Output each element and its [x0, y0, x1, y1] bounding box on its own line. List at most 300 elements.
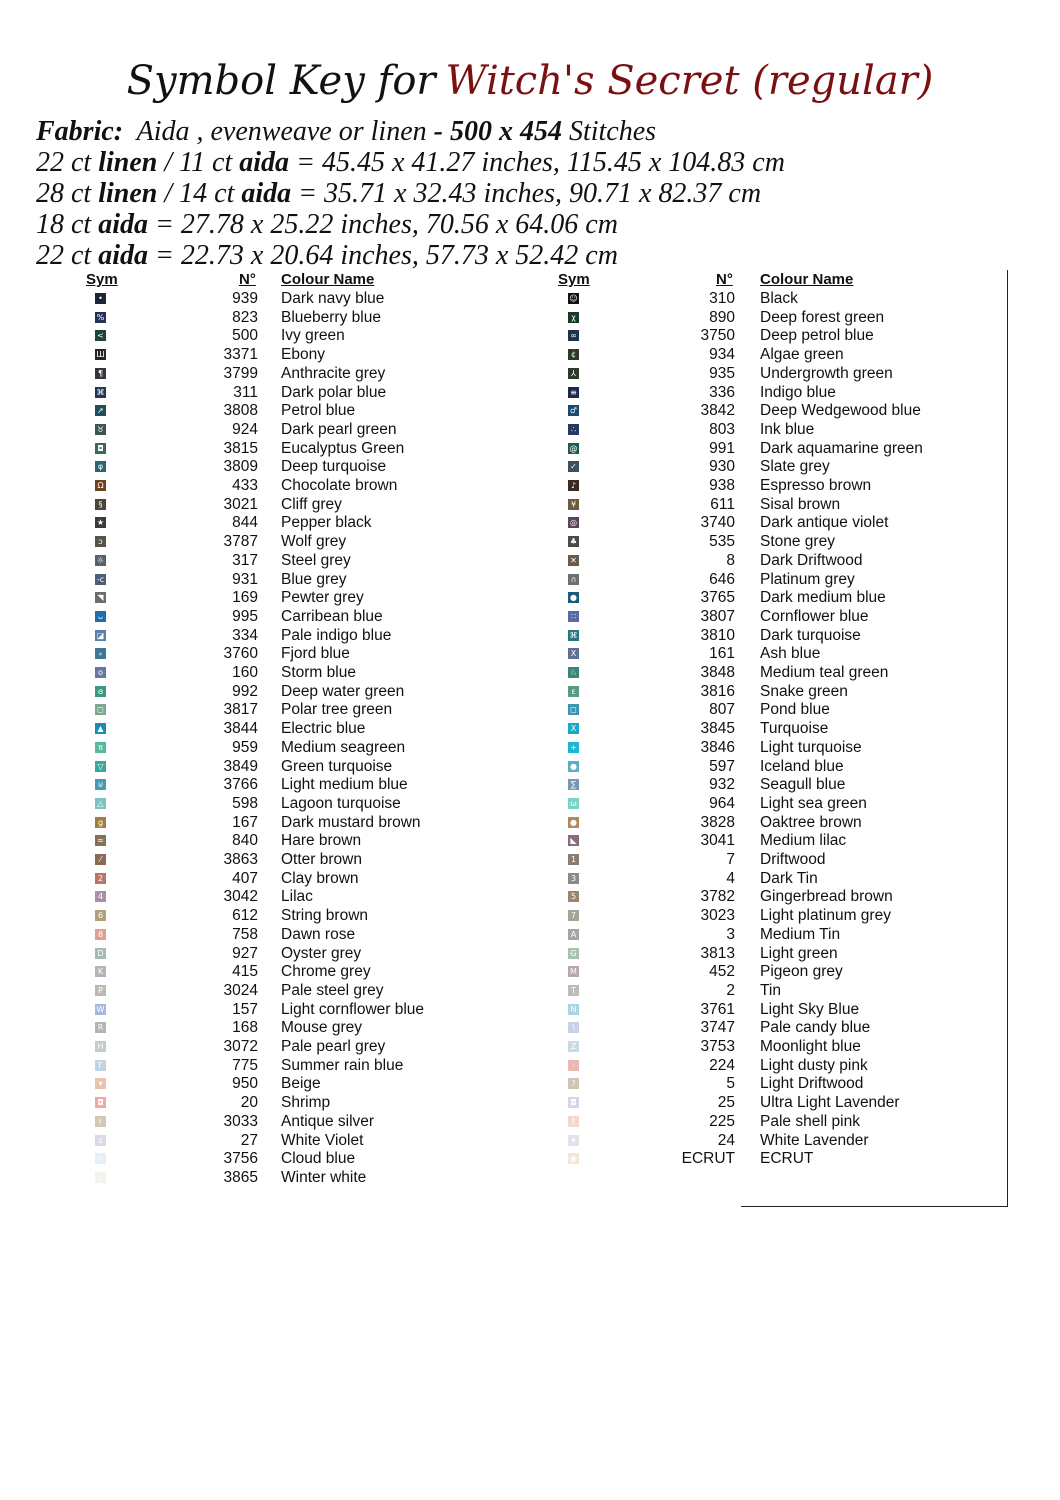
right-header-num: N°: [716, 271, 733, 288]
symbol-swatch: ∩: [95, 1172, 106, 1183]
symbol-swatch: 7: [568, 910, 579, 921]
colour-name: Ivy green: [281, 327, 345, 345]
colour-number: 950: [232, 1075, 258, 1093]
right-table-row: [0, 552, 1000, 571]
right-table-row: [0, 402, 1000, 421]
colour-name: Electric blue: [281, 720, 366, 738]
symbol-swatch: ◎: [568, 517, 579, 528]
fabric-line-2: 22 ct linen / 11 ct aida = 45.45 x 41.27 inches, 115.45 x 104.83 cm: [36, 147, 785, 178]
colour-name: Deep petrol blue: [760, 327, 874, 345]
colour-number: 3844: [223, 720, 258, 738]
colour-name: Pale shell pink: [760, 1112, 860, 1130]
colour-number: 890: [709, 308, 735, 326]
colour-number: 317: [232, 551, 258, 569]
symbol-swatch: 4: [95, 891, 106, 902]
symbol-swatch: 8: [95, 929, 106, 940]
colour-name: Mouse grey: [281, 1019, 362, 1037]
colour-name: Medium teal green: [760, 664, 889, 681]
colour-name: String brown: [281, 907, 369, 925]
colour-name: Otter brown: [281, 851, 362, 868]
colour-name: White Lavender: [760, 1131, 869, 1149]
colour-name: Light green: [760, 944, 838, 962]
symbol-swatch: ⁄: [95, 854, 106, 865]
colour-name: Storm blue: [281, 664, 356, 681]
colour-name: Espresso brown: [760, 477, 872, 494]
symbol-swatch: ◪: [96, 630, 105, 640]
colour-number: 535: [709, 533, 735, 551]
colour-number: 4: [726, 869, 735, 887]
colour-name: Shrimp: [281, 1094, 331, 1112]
colour-name: Dark turquoise: [760, 626, 861, 644]
colour-number: 3865: [223, 1168, 258, 1186]
colour-number: 20: [240, 1094, 258, 1112]
colour-number: 3863: [223, 851, 258, 868]
colour-number: 3041: [700, 832, 735, 850]
right-table-row: [0, 720, 1000, 739]
right-table-row: [0, 870, 1000, 889]
colour-name: Ink blue: [760, 420, 815, 438]
title-prefix: Symbol Key for: [126, 58, 436, 104]
right-table-row: [0, 1038, 1000, 1057]
symbol-swatch: π: [95, 742, 106, 753]
symbol-swatch: φ: [95, 461, 106, 472]
colour-number: 3765: [700, 589, 735, 607]
colour-number: 3808: [223, 402, 258, 420]
colour-name: Dawn rose: [281, 925, 356, 943]
right-table-row: [0, 945, 1000, 964]
right-table-row: [0, 832, 1000, 851]
symbol-swatch: ⊍: [95, 779, 106, 790]
colour-number: 3787: [223, 533, 258, 551]
colour-name: Snake green: [760, 682, 848, 700]
symbol-swatch: T: [568, 985, 579, 996]
colour-name: Dark pearl green: [281, 420, 397, 438]
symbol-swatch: ᴗ: [95, 611, 106, 622]
symbol-swatch: ⌘: [96, 387, 105, 397]
right-table-row: [0, 851, 1000, 870]
symbol-swatch: ◻: [95, 704, 106, 715]
colour-number: 927: [232, 944, 258, 962]
symbol-swatch: ●: [568, 592, 579, 603]
colour-name: Pale candy blue: [760, 1019, 871, 1037]
colour-number: 3799: [223, 364, 258, 382]
symbol-swatch: P: [95, 985, 106, 996]
colour-name: Green turquoise: [281, 757, 393, 775]
colour-number: 160: [232, 664, 258, 681]
colour-name: Pale steel grey: [281, 981, 384, 999]
colour-name: Carribean blue: [281, 607, 383, 625]
left-header-sym: Sym: [86, 271, 118, 288]
colour-name: Deep Wedgewood blue: [760, 402, 921, 420]
symbol-swatch: M: [568, 966, 579, 977]
colour-name: Dark antique violet: [760, 514, 889, 532]
symbol-swatch: %: [96, 312, 105, 322]
symbol-swatch: ✦: [568, 1135, 579, 1146]
right-table-row: [0, 907, 1000, 926]
colour-number: 930: [709, 458, 735, 476]
colour-number: 3849: [223, 757, 258, 775]
symbol-swatch: D: [95, 948, 106, 959]
colour-number: 938: [709, 477, 735, 494]
colour-number: 3809: [223, 458, 258, 476]
colour-name: Blueberry blue: [281, 308, 381, 326]
symbol-swatch: ⊂: [95, 1153, 106, 1164]
symbol-swatch: •: [95, 293, 106, 304]
colour-number: 924: [232, 420, 258, 438]
symbol-swatch: ≡: [568, 387, 579, 398]
right-table-row: [0, 365, 1000, 384]
symbol-swatch: G: [568, 948, 579, 959]
colour-number: 224: [709, 1056, 735, 1074]
colour-number: 3816: [700, 682, 735, 700]
colour-number: 3740: [700, 514, 735, 532]
symbol-swatch: ♂: [569, 406, 578, 416]
symbol-swatch: ·: [568, 1060, 579, 1071]
right-table-row: [0, 645, 1000, 664]
right-table-row: [0, 496, 1000, 515]
symbol-swatch: ⌘: [569, 630, 578, 640]
symbol-swatch: ☼: [96, 555, 105, 565]
symbol-swatch: ●: [568, 817, 579, 828]
colour-name: Pond blue: [760, 701, 830, 719]
colour-number: 25: [717, 1094, 735, 1112]
symbol-swatch: Z: [568, 1041, 579, 1052]
symbol-swatch: \: [568, 1022, 579, 1033]
symbol-swatch: ¥: [568, 499, 579, 510]
symbol-swatch: R: [95, 1022, 106, 1033]
colour-name: Pigeon grey: [760, 963, 843, 981]
colour-name: Ebony: [281, 346, 325, 364]
colour-name: Moonlight blue: [760, 1038, 861, 1055]
symbol-swatch: ◣: [568, 835, 579, 846]
right-header-sym: Sym: [558, 271, 590, 288]
symbol-swatch: <: [95, 330, 106, 341]
colour-number: 995: [232, 607, 258, 625]
colour-number: 840: [232, 832, 258, 850]
colour-name: Light medium blue: [281, 776, 408, 794]
fabric-line-4: 18 ct aida = 27.78 x 25.22 inches, 70.56 x 64.06 cm: [36, 209, 618, 240]
symbol-swatch: N: [568, 1004, 579, 1015]
colour-name: Lagoon turquoise: [281, 794, 401, 812]
symbol-swatch: ♘: [569, 668, 578, 677]
symbol-swatch: ▲: [95, 723, 106, 734]
colour-number: 157: [232, 1000, 258, 1018]
colour-number: 3750: [700, 327, 735, 345]
pattern-name: Witch's Secret (regular): [445, 58, 934, 104]
right-table-row: [0, 421, 1000, 440]
colour-number: 3023: [700, 907, 735, 925]
colour-number: 3807: [700, 607, 735, 625]
right-table-row: [0, 664, 1000, 683]
colour-name: Undergrowth green: [760, 364, 893, 382]
symbol-swatch: ✓: [568, 461, 579, 472]
colour-name: Winter white: [281, 1168, 367, 1186]
symbol-swatch: ◥: [95, 592, 106, 603]
colour-number: 3782: [700, 888, 735, 906]
colour-number: ECRUT: [681, 1150, 735, 1168]
colour-number: 803: [709, 420, 735, 438]
colour-number: 3753: [700, 1038, 735, 1055]
colour-name: Chrome grey: [281, 963, 371, 981]
colour-name: Antique silver: [281, 1112, 375, 1130]
symbol-swatch: ∑: [568, 779, 579, 790]
colour-number: 3756: [223, 1150, 258, 1168]
colour-number: 500: [232, 327, 258, 345]
colour-number: 3766: [223, 776, 258, 794]
colour-name: Eucalyptus Green: [281, 439, 405, 457]
symbol-swatch: ⅄: [568, 368, 579, 379]
symbol-swatch: ➚: [95, 405, 106, 416]
page-title: [0, 58, 1060, 104]
colour-name: Seagull blue: [760, 776, 846, 794]
colour-name: Blue grey: [281, 570, 347, 588]
colour-number: 7: [726, 851, 735, 868]
colour-name: Tin: [760, 981, 781, 999]
right-table-row: [0, 1057, 1000, 1076]
colour-name: Light dusty pink: [760, 1056, 868, 1074]
colour-number: 3815: [223, 439, 258, 457]
colour-name: Dark medium blue: [760, 589, 886, 607]
colour-number: 934: [709, 346, 735, 364]
colour-number: 939: [232, 290, 258, 307]
right-table-row: [0, 1019, 1000, 1038]
symbol-swatch: Ω: [95, 480, 106, 491]
symbol-swatch: ω: [568, 798, 579, 809]
symbol-swatch: X: [568, 648, 579, 659]
left-header-name: Colour Name: [281, 271, 375, 288]
colour-name: Deep forest green: [760, 308, 885, 326]
colour-number: 3813: [700, 944, 735, 962]
symbol-swatch: ▽: [95, 761, 106, 772]
symbol-swatch: 3: [568, 873, 579, 884]
colour-number: 3845: [700, 720, 735, 738]
symbol-swatch: ✕: [568, 555, 579, 566]
symbol-swatch: ◻: [568, 704, 579, 715]
colour-number: 169: [232, 589, 258, 607]
fabric-line-3: 28 ct linen / 14 ct aida = 35.71 x 32.43 inches, 90.71 x 82.37 cm: [36, 178, 762, 209]
right-table-row: [0, 814, 1000, 833]
colour-name: Polar tree green: [281, 701, 393, 719]
colour-name: Pale pearl grey: [281, 1038, 386, 1055]
left-table-row: [0, 1169, 1000, 1188]
right-header-name: Colour Name: [760, 271, 854, 288]
symbol-swatch: H: [95, 1041, 106, 1052]
right-table-row: [0, 608, 1000, 627]
colour-number: 597: [709, 757, 735, 775]
symbol-swatch: g: [95, 817, 106, 828]
colour-name: Black: [760, 290, 798, 307]
colour-number: 161: [709, 645, 735, 663]
colour-name: Light turquoise: [760, 738, 862, 756]
right-table-row: [0, 589, 1000, 608]
colour-number: 3371: [223, 346, 258, 364]
symbol-swatch: Ш: [96, 350, 105, 360]
colour-name: Oaktree brown: [760, 813, 862, 831]
right-table-row: [0, 440, 1000, 459]
colour-number: 3842: [700, 402, 735, 420]
colour-number: 3828: [700, 813, 735, 831]
right-table-row: [0, 1001, 1000, 1020]
colour-name: Ash blue: [760, 645, 821, 663]
symbol-swatch: ∷: [568, 611, 579, 622]
colour-name: Pale indigo blue: [281, 626, 392, 644]
symbol-swatch: 1: [568, 854, 579, 865]
colour-number: 612: [232, 907, 258, 925]
colour-name: Pepper black: [281, 514, 372, 532]
colour-name: Dark navy blue: [281, 290, 385, 307]
symbol-swatch: @: [569, 443, 578, 453]
colour-number: 991: [709, 439, 735, 457]
colour-number: 24: [717, 1131, 735, 1149]
colour-number: 807: [709, 701, 735, 719]
symbol-swatch: ●: [568, 761, 579, 772]
symbol-swatch: r: [95, 1116, 106, 1127]
right-table-row: [0, 571, 1000, 590]
colour-number: 775: [232, 1056, 258, 1074]
colour-name: Light Sky Blue: [760, 1000, 860, 1018]
colour-name: Petrol blue: [281, 402, 356, 420]
colour-number: 27: [240, 1131, 258, 1149]
colour-number: 646: [709, 570, 735, 588]
symbol-swatch: ¢: [568, 349, 579, 360]
symbol-swatch: ◘: [568, 1097, 579, 1108]
colour-number: 334: [232, 626, 258, 644]
colour-name: Dark polar blue: [281, 383, 387, 401]
colour-name: Platinum grey: [760, 570, 855, 588]
colour-name: Iceland blue: [760, 757, 844, 775]
right-table-row: [0, 533, 1000, 552]
symbol-swatch: Χ: [568, 723, 579, 734]
colour-name: Indigo blue: [760, 383, 836, 401]
symbol-swatch: ◉: [568, 1153, 579, 1164]
colour-number: 932: [709, 776, 735, 794]
colour-name: Deep water green: [281, 682, 405, 700]
right-table-row: [0, 290, 1000, 309]
colour-name: Dark Driftwood: [760, 551, 863, 569]
colour-number: 5: [726, 1075, 735, 1093]
symbol-swatch: ε: [568, 686, 579, 697]
colour-number: 964: [709, 794, 735, 812]
colour-name: Dark aquamarine green: [760, 439, 923, 457]
colour-name: Deep turquoise: [281, 458, 387, 476]
colour-name: Medium lilac: [760, 832, 847, 850]
colour-name: ECRUT: [760, 1150, 814, 1168]
colour-name: Ultra Light Lavender: [760, 1094, 900, 1112]
colour-number: 598: [232, 794, 258, 812]
colour-name: Cornflower blue: [760, 607, 869, 625]
table-border-bottom: [741, 1206, 1008, 1207]
symbol-swatch: ⸗: [95, 648, 106, 659]
right-table-row: [0, 982, 1000, 1001]
colour-name: Light sea green: [760, 794, 867, 812]
colour-number: 992: [232, 682, 258, 700]
symbol-swatch: ɔ: [95, 536, 106, 547]
colour-number: 931: [232, 570, 258, 588]
colour-number: 3810: [700, 626, 735, 644]
fabric-line-1: Fabric: Aida , evenweave or linen - 500 x 454 Stitches: [36, 116, 657, 147]
right-table-row: [0, 683, 1000, 702]
symbol-swatch: ◘: [95, 443, 106, 454]
symbol-swatch: χ: [568, 312, 579, 323]
colour-name: Dark mustard brown: [281, 813, 421, 831]
colour-name: Beige: [281, 1075, 321, 1093]
colour-number: 3747: [700, 1019, 735, 1037]
colour-name: Light platinum grey: [760, 907, 891, 925]
right-table-row: [0, 1075, 1000, 1094]
right-table-row: [0, 888, 1000, 907]
fabric-info: [36, 116, 785, 271]
colour-number: 611: [710, 495, 735, 513]
right-table-row: [0, 346, 1000, 365]
symbol-swatch: z: [95, 1135, 106, 1146]
symbol-swatch: ?: [568, 1078, 579, 1089]
colour-number: 3848: [700, 664, 735, 681]
colour-name: Stone grey: [760, 533, 835, 551]
right-table-row: [0, 1113, 1000, 1132]
right-table-row: [0, 327, 1000, 346]
colour-name: Cliff grey: [281, 495, 342, 513]
symbol-swatch: 5: [568, 891, 579, 902]
symbol-swatch: ◘: [95, 1097, 106, 1108]
symbol-swatch: -c: [96, 574, 105, 584]
symbol-swatch: t: [568, 1116, 579, 1127]
colour-number: 3760: [223, 645, 258, 663]
colour-name: White Violet: [281, 1131, 364, 1149]
colour-number: 415: [232, 963, 258, 981]
symbol-swatch: K: [95, 966, 106, 977]
right-table-row: [0, 477, 1000, 496]
colour-name: Gingerbread brown: [760, 888, 893, 906]
colour-name: Wolf grey: [281, 533, 347, 551]
colour-name: Light Driftwood: [760, 1075, 864, 1093]
colour-name: Turquoise: [760, 720, 829, 738]
symbol-swatch: ¶: [95, 368, 106, 379]
symbol-swatch: ☺: [569, 294, 578, 303]
table-border-right: [1007, 270, 1008, 1207]
symbol-swatch: Γ: [95, 1060, 106, 1071]
colour-name: Chocolate brown: [281, 477, 398, 494]
colour-name: Lilac: [281, 888, 313, 906]
symbol-swatch: ★: [96, 518, 105, 528]
colour-number: 336: [709, 383, 735, 401]
symbol-swatch: 2: [95, 873, 106, 884]
colour-name: Clay brown: [281, 869, 359, 887]
symbol-swatch: ∴: [568, 424, 579, 435]
right-table-row: [0, 758, 1000, 777]
symbol-swatch: ∞: [568, 330, 579, 341]
right-table-row: [0, 1150, 1000, 1169]
right-table-row: [0, 1132, 1000, 1151]
colour-name: Pewter grey: [281, 589, 364, 607]
right-table-row: [0, 776, 1000, 795]
colour-number: 168: [232, 1019, 258, 1037]
colour-name: Anthracite grey: [281, 364, 386, 382]
symbol-swatch: △: [95, 798, 106, 809]
symbol-swatch: ∩: [568, 574, 579, 585]
colour-name: Light cornflower blue: [281, 1000, 425, 1018]
colour-number: 3024: [223, 981, 258, 999]
left-header-num: N°: [239, 271, 256, 288]
symbol-swatch: o: [95, 667, 106, 678]
colour-number: 2: [726, 981, 735, 999]
right-table-row: [0, 963, 1000, 982]
colour-name: Hare brown: [281, 832, 362, 850]
colour-name: Algae green: [760, 346, 844, 364]
right-table-row: [0, 458, 1000, 477]
colour-name: Medium Tin: [760, 925, 841, 943]
right-table-row: [0, 309, 1000, 328]
right-table-row: [0, 739, 1000, 758]
